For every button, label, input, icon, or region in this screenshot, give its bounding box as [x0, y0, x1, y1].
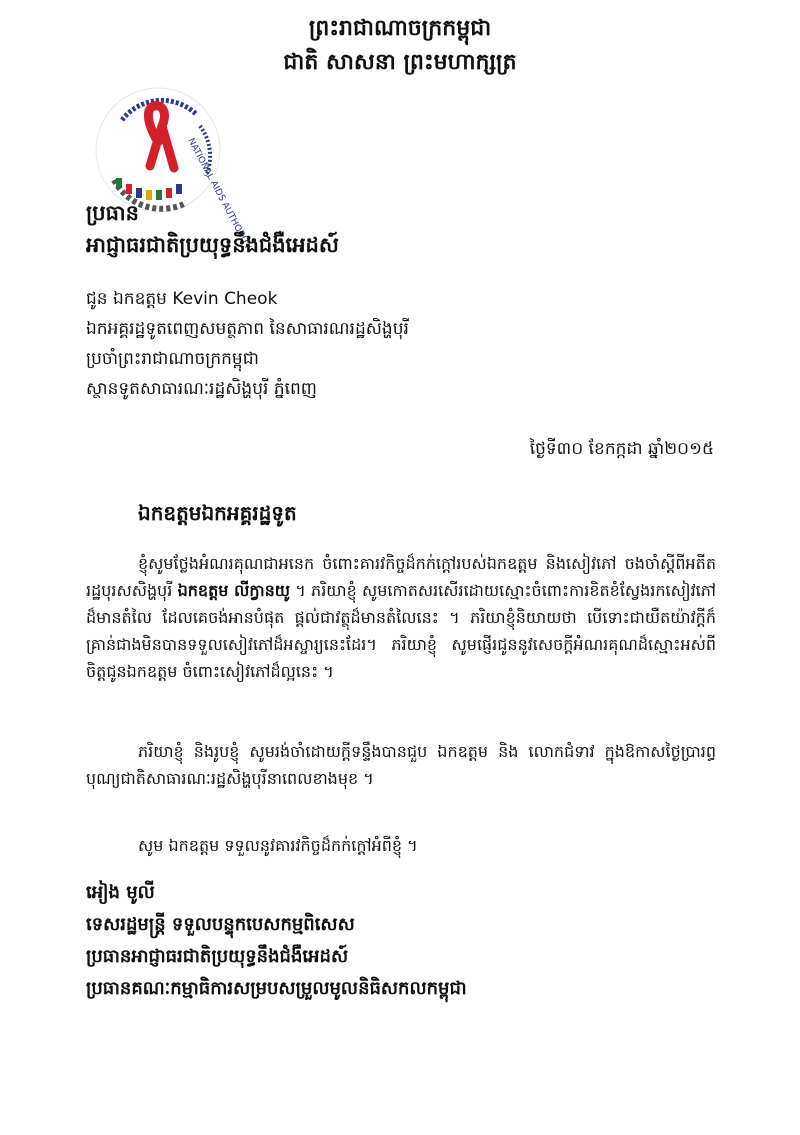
kingdom-header: ព្រះរាជាណាចក្រកម្ពុជា	[308, 16, 492, 41]
signatory-role-2: ប្រធានអាជ្ញាធរជាតិប្រយុទ្ធនឹងជំងឺអេដស៍	[86, 946, 349, 967]
recipient-line-2: ឯកអគ្គរដ្ឋទូតពេញសមត្ថភាព នៃសាធារណរដ្ឋសិង្ហបុរី	[86, 319, 409, 339]
body-paragraph-1-name: ឯកឧត្តម លីក្វានយូ	[177, 581, 290, 600]
motto-header: ជាតិ សាសនា ព្រះមហាក្សត្រ	[283, 50, 517, 75]
recipient-line-3: ប្រចាំព្រះរាជាណាចក្រកម្ពុជា	[86, 349, 259, 369]
body-paragraph-2: ភរិយាខ្ញុំ និងរូបខ្ញុំ សូមរង់ចាំដោយក្ដីទន្ទឹងបានជួប ឯកឧត្តម និង លោកជំទាវ ក្នុងឱកាសថ្ងៃប្រារព្ធបុណ្យជាតិសាធារណៈរដ្ឋសិង្ហបុរីនាពេលខាងមុខ ។	[86, 742, 716, 788]
svg-text:NATIONAL AIDS AUTHORITY: NATIONAL AIDS AUTHORITY	[185, 136, 253, 252]
closing-line: សូម ឯកឧត្តម ទទួលនូវគារវកិច្ចដ៏កក់ក្ដៅអំពីខ្ញុំ ។	[138, 836, 418, 855]
recipient-line-1: ជូន ឯកឧត្តម Kevin Cheok	[86, 289, 278, 309]
sender-title: ប្រធាន	[86, 201, 139, 225]
recipient-line-4: ស្ថានទូតសាធារណៈរដ្ឋសិង្ហបុរី ភ្នំពេញ	[86, 379, 317, 399]
body-paragraph-1	[86, 550, 716, 685]
signatory-role-1: ទេសរដ្ឋមន្ត្រី ទទួលបន្ទុកបេសកម្មពិសេស	[86, 914, 355, 935]
signatory-name: អៀង មូលី	[86, 882, 155, 903]
sender-organization: អាជ្ញាធរជាតិប្រយុទ្ធនឹងជំងឺអេដស៍	[86, 233, 339, 257]
signatory-role-3: ប្រធានគណៈកម្មាធិការសម្របសម្រួលមូលនិធិសកលកម្ពុជា	[86, 978, 467, 999]
salutation: ឯកឧត្តមឯកអគ្គរដ្ឋទូត	[138, 501, 297, 525]
body-paragraph-1-text-a: ខ្ញុំសូមថ្លែងអំណរគុណជាអនេក ចំពោះគារវកិច្ចដ៏កក់ក្ដៅរបស់ឯកឧត្តម និងសៀវភៅ ចងចាំស្ដីពីអតីតរដ្ឋបុរសសិង្ហបុរី	[86, 554, 716, 600]
body-paragraph-1-text-b: ។ ភរិយាខ្ញុំ សូមកោតសរសើរដោយស្មោះចំពោះការខិតខំស្វែងរកសៀវភៅដ៏មានតំលៃ ដែលគេចង់អានបំផុត ផ្ដល់ជាវត្ថុដ៏មានតំលៃនេះ ។ ភរិយាខ្ញុំនិយាយថា បើទោះជាយឺតយ៉ាវក្ដីក៏គ្រាន់ជាងមិនបានទទួលសៀវភៅដ៏អស្ចារ្យនេះដែរ។ ភរិយាខ្ញុំ សូមផ្ញើរជូននូវសេចក្ដីអំណរគុណដ៏ស្មោះអស់ពីចិត្តជូនឯកឧត្តម ចំពោះសៀវភៅដ៏ល្អនេះ ។	[86, 581, 716, 681]
letter-date: ថ្ងៃទី៣០ ខែកក្កដា ឆ្នាំ២០១៥	[529, 439, 714, 459]
